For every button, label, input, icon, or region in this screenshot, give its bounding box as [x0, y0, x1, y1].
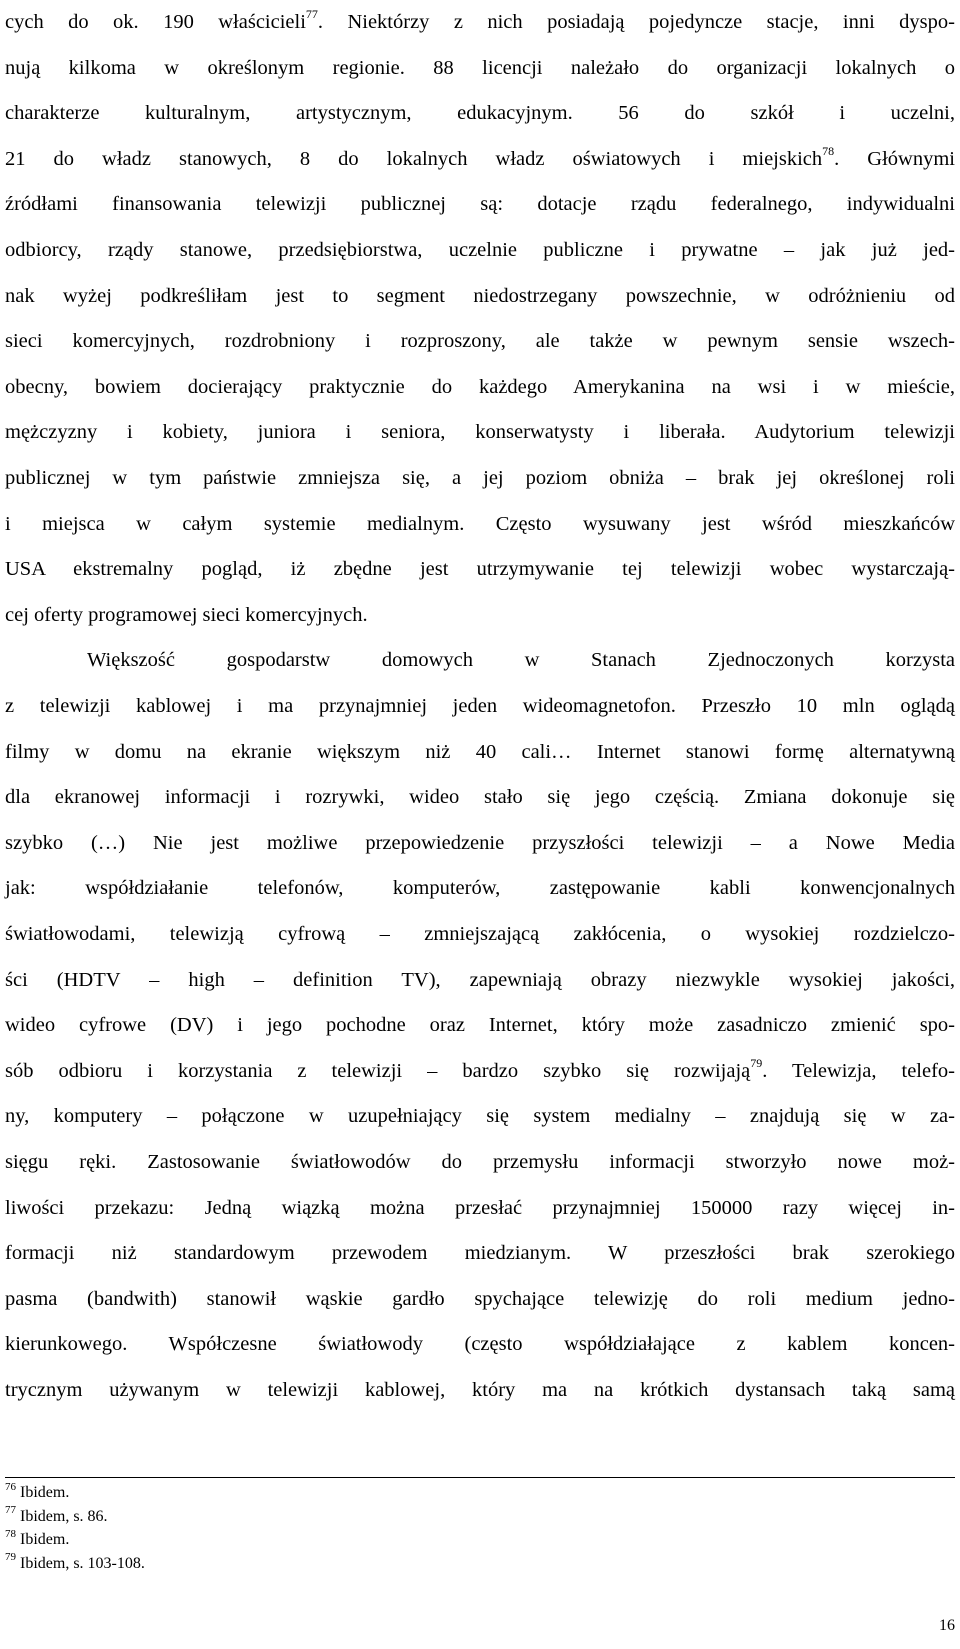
text-line: [5, 456, 955, 500]
text-run: . Niektórzy z nich posiadają pojedyncze stacje, inni dyspo-: [317, 11, 955, 33]
text-run: i miejsca w całym systemie medialnym. Często wysuwany jest wśród mieszkańców: [5, 512, 955, 535]
text-line: [5, 410, 955, 454]
text-line: [5, 775, 955, 819]
text-line: [5, 821, 955, 865]
footnote-number: 79: [5, 1551, 16, 1564]
text-line: [5, 365, 955, 409]
text-run: sięgu ręki. Zastosowanie światłowodów do przemysłu informacji stworzyło nowe moż-: [5, 1151, 955, 1173]
footnote: [5, 1553, 145, 1575]
text-line: [5, 730, 955, 774]
text-line: [5, 0, 955, 44]
text-line: [5, 547, 955, 591]
text-run: światłowodami, telewizją cyfrową – zmniejszającą zakłócenia, o wysokiej rozdzielczo-: [5, 923, 955, 945]
text-line: [5, 1322, 955, 1366]
text-line: [87, 638, 955, 682]
text-run: liwości przekazu: Jedną wiązką można przesłać przynajmniej 150000 razy więcej in-: [5, 1196, 955, 1219]
text-run: ny, komputery – połączone w uzupełniający się system medialny – znajdują się w za-: [5, 1105, 955, 1128]
footnote: [5, 1529, 69, 1551]
text-run: jak: współdziałanie telefonów, komputerów, zastępowanie kabli konwencjonalnych: [5, 877, 955, 900]
text-run: sieci komercyjnych, rozdrobniony i rozproszony, ale także w pewnym sensie wszech-: [5, 330, 955, 353]
text-run: 21 do władz stanowych, 8 do lokalnych władz oświatowych i miejskich: [5, 147, 823, 170]
footnote-text: Ibidem.: [16, 1531, 70, 1548]
text-line: [5, 137, 955, 181]
text-run: źródłami finansowania telewizji publicznej są: dotacje rządu federalnego, indywidualni: [5, 193, 955, 216]
text-line: [5, 1094, 955, 1138]
text-line: [5, 1140, 955, 1184]
page-number: 16: [939, 1617, 955, 1634]
text-run: Większość gospodarstw domowych w Stanach Zjednoczonych korzysta: [87, 649, 955, 672]
text-line: [5, 1186, 955, 1230]
text-run: mężczyzny i kobiety, juniora i seniora, konserwatysty i liberała. Audytorium telewizji: [5, 421, 955, 444]
text-line: [5, 684, 955, 728]
text-run: pasma (bandwith) stanowił wąskie gardło spychające telewizję do roli medium jedno-: [5, 1287, 955, 1310]
text-line: [5, 958, 955, 1002]
text-run: nują kilkoma w określonym regionie. 88 licencji należało do organizacji lokalnych o: [5, 56, 955, 79]
footnote-separator: [5, 1477, 955, 1478]
text-run: formacji niż standardowym przewodem miedzianym. W przeszłości brak szerokiego: [5, 1242, 955, 1265]
text-run: trycznym używanym w telewizji kablowej, który ma na krótkich dystansach taką samą: [5, 1379, 955, 1401]
text-line: [5, 1368, 955, 1412]
text-run: . Głównymi: [834, 147, 955, 170]
footnote-reference: 78: [822, 143, 835, 158]
text-line: [5, 1277, 955, 1321]
text-line: [5, 1003, 955, 1047]
footnote: [5, 1506, 108, 1528]
text-run: sób odbioru i korzystania z telewizji – bardzo szybko się rozwijają: [5, 1059, 751, 1082]
footnote: [5, 1482, 69, 1504]
text-line: [5, 912, 955, 956]
text-run: obecny, bowiem docierający praktycznie do każdego Amerykanina na wsi i w mieście,: [5, 375, 955, 398]
text-line: [5, 1231, 955, 1275]
text-run: USA ekstremalny pogląd, iż zbędne jest utrzymywanie tej telewizji wobec wystarczają-: [5, 558, 955, 581]
text-line: [5, 319, 955, 363]
footnote-number: 76: [5, 1480, 16, 1493]
text-run: cej oferty programowej sieci komercyjnych.: [5, 603, 368, 626]
text-run: ści (HDTV – high – definition TV), zapewniają obrazy niezwykle wysokiej jakości,: [5, 968, 955, 991]
text-line: [5, 182, 955, 226]
text-line: [5, 91, 955, 135]
text-run: wideo cyfrowe (DV) i jego pochodne oraz Internet, który może zasadniczo zmienić spo-: [5, 1014, 955, 1037]
text-run: odbiorcy, rządy stanowe, przedsiębiorstwa, uczelnie publiczne i prywatne – jak już jed-: [5, 239, 955, 261]
text-run: szybko (…) Nie jest możliwe przepowiedzenie przyszłości telewizji – a Nowe Media: [5, 831, 955, 854]
text-line: [5, 502, 955, 546]
footnote-text: Ibidem, s. 103-108.: [16, 1554, 145, 1572]
text-line: [5, 274, 955, 318]
text-run: nak wyżej podkreśliłam jest to segment niedostrzegany powszechnie, w odróżnieniu od: [5, 284, 955, 307]
footnote-text: Ibidem, s. 86.: [16, 1507, 108, 1525]
text-run: publicznej w tym państwie zmniejsza się, a jej poziom obniża – brak jej określonej roli: [5, 467, 955, 489]
text-run: cych do ok. 190 właścicieli: [5, 11, 306, 33]
text-run: z telewizji kablowej i ma przynajmniej jeden wideomagnetofon. Przeszło 10 mln oglądą: [5, 695, 955, 717]
footnote-number: 78: [5, 1527, 16, 1540]
text-run: . Telewizja, telefo-: [762, 1059, 955, 1082]
footnote-reference: 79: [750, 1055, 763, 1070]
text-line: [5, 46, 955, 90]
text-run: filmy w domu na ekranie większym niż 40 cali… Internet stanowi formę alternatywną: [5, 740, 955, 763]
text-run: charakterze kulturalnym, artystycznym, edukacyjnym. 56 do szkół i uczelni,: [5, 102, 955, 125]
footnote-text: Ibidem.: [16, 1484, 70, 1501]
footnote-reference: 77: [305, 7, 318, 22]
text-run: dla ekranowej informacji i rozrywki, wideo stało się jego częścią. Zmiana dokonuje się: [5, 786, 955, 809]
footnote-number: 77: [5, 1504, 16, 1517]
text-line: [5, 593, 368, 637]
text-line: [5, 228, 955, 272]
text-line: [5, 866, 955, 910]
text-run: kierunkowego. Współczesne światłowody (często współdziałające z kablem koncen-: [5, 1333, 955, 1356]
text-line: [5, 1049, 955, 1093]
